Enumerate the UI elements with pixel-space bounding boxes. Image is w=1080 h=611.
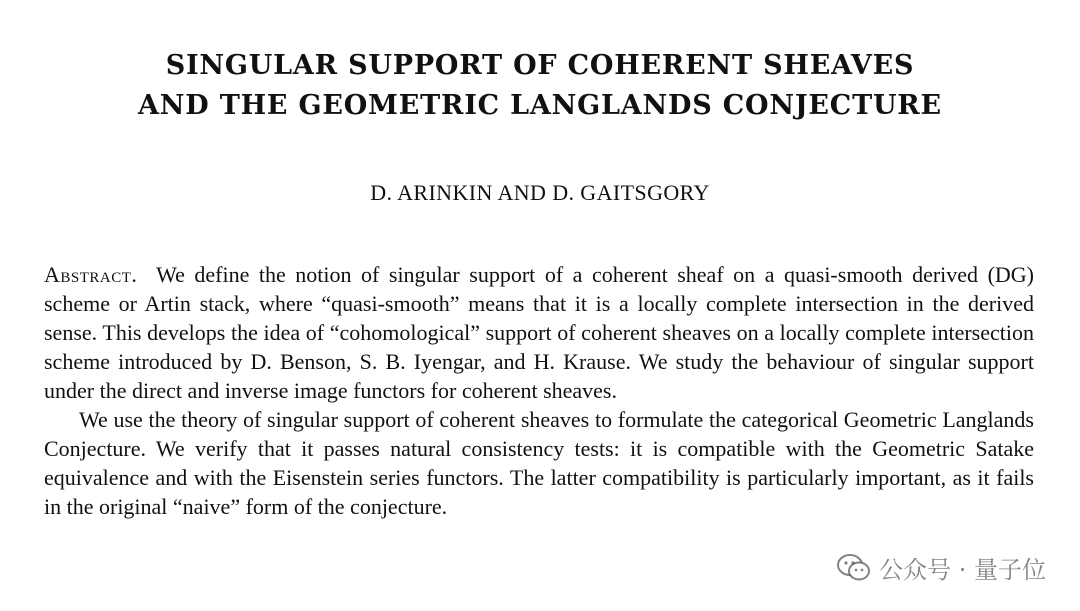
abstract-paragraph-1-text: We define the notion of singular support of a coherent sheaf on a quasi-smooth derived (DG) scheme or Artin stack, where “quasi-smooth” means that it is a locally complete intersection in the derived sense. This develops the idea of “cohomological” support of coherent sheaves on a locally complete intersection scheme introduced by D. Benson, S. B. Iyengar, and H. Krause. We study the behaviour of singular support under the direct and inverse image functors for coherent sheaves. (44, 262, 1034, 403)
wechat-icon (837, 554, 871, 582)
watermark (837, 550, 1046, 585)
watermark-text: 公众号 · 量子位 (879, 556, 1046, 584)
abstract-paragraph-1 (44, 260, 1034, 405)
abstract-paragraph-2: We use the theory of singular support of coherent sheaves to formulate the categorical Geometric Langlands Conjecture. We verify that it passes natural consistency tests: it is compatible with the Geometric Satake equivalence and with the Eisenstein series functors. The latter compatibility is particularly important, as it fails in the original “naive” form of the conjecture. (44, 407, 1034, 519)
paper-title (0, 46, 1080, 126)
paper-authors: D. ARINKIN AND D. GAITSGORY (370, 180, 710, 205)
paper-title-line-1: SINGULAR SUPPORT OF COHERENT SHEAVES (165, 50, 915, 81)
paper-title-line-2: AND THE GEOMETRIC LANGLANDS CONJECTURE (138, 90, 942, 121)
abstract-label: Abstract. (44, 262, 138, 287)
abstract (44, 260, 1034, 521)
